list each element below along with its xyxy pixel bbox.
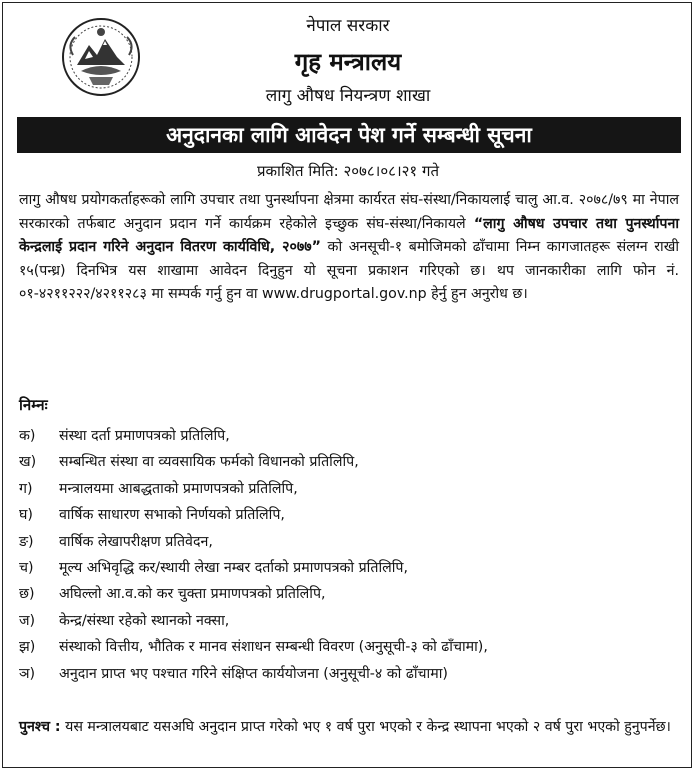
published-date: प्रकाशित मिति: २०७८।०८।२१ गते xyxy=(257,162,439,180)
list-item xyxy=(19,661,679,687)
list-item xyxy=(19,581,679,607)
postscript-text: यस मन्त्रालयबाट यसअघि अनुदान प्राप्त गरेको भए १ वर्ष पुरा भएको र केन्द्र स्थापना भएको २ वर्ष पुरा भएको हुनुपर्नेछ। xyxy=(60,719,671,735)
list-item xyxy=(19,423,679,449)
government-name: नेपाल सरकार xyxy=(306,16,390,36)
list-item-marker: ञ) xyxy=(19,665,36,682)
documents-list xyxy=(19,423,679,687)
list-item-text: संस्था दर्ता प्रमाणपत्रको प्रतिलिपि, xyxy=(59,428,230,444)
list-item-text: अनुदान प्राप्त भए पश्चात गरिने संक्षिप्त कार्ययोजना (अनुसूची-४ को ढाँचामा) xyxy=(59,665,448,682)
list-item-marker: क) xyxy=(19,428,36,444)
notice-body-procedure-title: “लागु औषध उपचार तथा पुनर्स्थापना केन्द्रलाई प्रदान गरिने अनुदान वितरण कार्यविधि, २०७७” xyxy=(19,215,679,255)
list-item-marker: घ) xyxy=(19,507,33,524)
list-item-text: वार्षिक साधारण सभाको निर्णयको प्रतिलिपि, xyxy=(59,507,285,524)
notice-title: अनुदानका लागि आवेदन पेश गर्ने सम्बन्धी सूचना xyxy=(166,123,532,147)
list-item xyxy=(19,476,679,502)
list-item-text: सम्बन्धित संस्था वा व्यवसायिक फर्मको विधानको प्रतिलिपि, xyxy=(59,454,359,471)
notice-body xyxy=(19,189,679,307)
list-item xyxy=(19,449,679,475)
list-item-marker: झ) xyxy=(19,639,36,656)
list-item-text: मन्त्रालयमा आबद्धताको प्रमाणपत्रको प्रतिलिपि, xyxy=(59,480,298,497)
list-item-text: अघिल्लो आ.व.को कर चुक्ता प्रमाणपत्रको प्रतिलिपि, xyxy=(59,586,326,603)
list-item-text: केन्द्र/संस्था रहेको स्थानको नक्सा, xyxy=(59,612,230,629)
branch-name: लागु औषध नियन्त्रण शाखा xyxy=(265,86,431,106)
list-item-marker: च) xyxy=(19,559,34,576)
list-item-text: वार्षिक लेखापरीक्षण प्रतिवेदन, xyxy=(59,533,213,550)
list-item xyxy=(19,529,679,555)
list-item-marker: छ) xyxy=(19,586,35,603)
list-item xyxy=(19,634,679,660)
documents-list-heading: निम्नः xyxy=(19,396,48,414)
notice-body-part1: लागु औषध प्रयोगकर्ताहरूको लागि उपचार तथा पुनर्स्थापना क्षेत्रमा कार्यरत संघ-संस्था/निकायलाई चालु आ.व. २०७८/७९ मा नेपाल सरकारको तर्फबाट अनुदान प्रदान गर्ने कार्यक्रम रहेकोले इच्छुक संघ-संस्था/निकायले xyxy=(19,192,679,232)
list-item-text: मूल्य अभिवृद्धि कर/स्थायी लेखा नम्बर दर्ताको प्रमाणपत्रको प्रतिलिपि, xyxy=(59,559,408,576)
list-item-marker: ङ) xyxy=(19,533,34,550)
list-item-marker: ज) xyxy=(19,612,36,629)
notice-title-banner xyxy=(17,117,681,153)
ministry-name: गृह मन्त्रालय xyxy=(294,48,402,76)
list-item xyxy=(19,608,679,634)
notice-body-part2: को अनसूची-१ बमोजिमको ढाँचामा निम्न कागजातहरू संलग्न राखी १५(पन्ध्र) दिनभित्र यस शाखामा आवेदन दिनुहुन यो सूचना प्रकाशन गरिएको छ। थप जानकारीका लागि फोन नं. ०१-४२११२२२/४२११२८३ मा सम्पर्क गर्नु हुन वा www.drugportal.gov.np हेर्नु हुन अनुरोध छ। xyxy=(19,239,679,302)
postscript xyxy=(19,715,679,739)
list-item-marker: ग) xyxy=(19,480,33,497)
list-item-text: संस्थाको वित्तीय, भौतिक र मानव संशाधन सम्बन्धी विवरण (अनुसूची-३ को ढाँचामा), xyxy=(59,639,488,656)
list-item-marker: ख) xyxy=(19,454,37,471)
list-item xyxy=(19,502,679,528)
postscript-label: पुनश्च : xyxy=(19,719,61,735)
notice-frame xyxy=(2,2,692,768)
list-item xyxy=(19,555,679,581)
